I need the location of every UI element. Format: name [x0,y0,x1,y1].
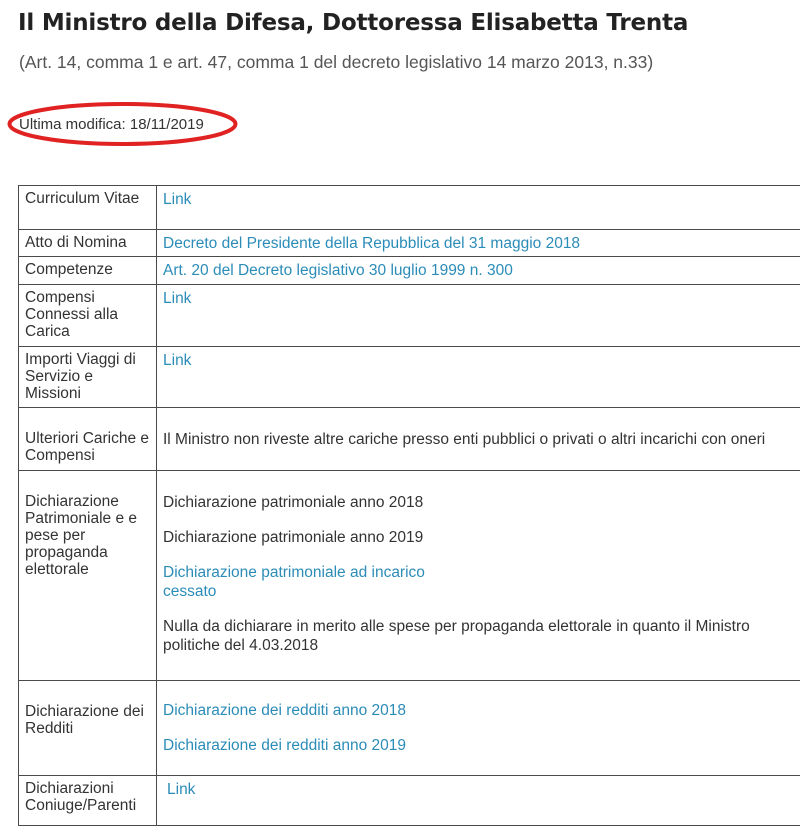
row-label-competenze: Competenze [19,257,157,285]
info-table [18,185,800,826]
row-label-nomina: Atto di Nomina [19,230,157,257]
table-row [19,776,800,826]
table-row [19,408,800,471]
row-label-curriculum: Curriculum Vitae [19,186,157,230]
cariche-text: Il Ministro non riveste altre cariche presso enti pubblici o privati o altri incarichi con oneri [163,431,766,448]
patrimoniale-cessato-link-cont[interactable]: cessato [163,583,217,600]
redditi-2018-link[interactable]: Dichiarazione dei redditi anno 2018 [163,702,406,719]
patrimoniale-2019: Dichiarazione patrimoniale anno 2019 [163,529,424,546]
table-row [19,285,800,347]
row-label-coniuge: Dichiarazioni Coniuge/Parenti [19,776,157,826]
propaganda-note: Nulla da dichiarare in merito alle spese per propaganda elettorale in quanto il Ministro [163,618,750,635]
competenze-link[interactable]: Art. 20 del Decreto legislativo 30 luglio 1999 n. 300 [163,262,513,279]
table-row [19,230,800,257]
row-label-viaggi: Importi Viaggi di Servizio e Missioni [19,347,157,408]
table-row [19,471,800,681]
info-table-container [18,185,800,836]
table-row [19,186,800,230]
row-label-cariche: Ulteriori Cariche e Compensi [19,408,157,471]
row-label-patrimoniale: Dichiarazione Patrimoniale e e pese per propaganda elettorale [19,471,157,681]
page-title: Il Ministro della Difesa, Dottoressa Elisabetta Trenta [18,10,689,36]
coniuge-link[interactable]: Link [167,781,196,798]
patrimoniale-2018: Dichiarazione patrimoniale anno 2018 [163,494,424,511]
redditi-2019-link[interactable]: Dichiarazione dei redditi anno 2019 [163,737,406,754]
propaganda-note-cont: politiche del 4.03.2018 [163,637,319,654]
table-row [19,681,800,776]
compensi-link[interactable]: Link [163,290,192,307]
table-row [19,257,800,285]
row-label-redditi: Dichiarazione dei Redditi [19,681,157,776]
table-row [19,347,800,408]
row-label-compensi: Compensi Connessi alla Carica [19,285,157,347]
last-modified-date: Ultima modifica: 18/11/2019 [19,116,204,133]
patrimoniale-cessato-link[interactable]: Dichiarazione patrimoniale ad incarico [163,564,425,581]
curriculum-link[interactable]: Link [163,191,192,208]
nomina-link[interactable]: Decreto del Presidente della Repubblica del 31 maggio 2018 [163,235,581,252]
page-subtitle: (Art. 14, comma 1 e art. 47, comma 1 del decreto legislativo 14 marzo 2013, n.33) [19,52,654,72]
viaggi-link[interactable]: Link [163,352,192,369]
